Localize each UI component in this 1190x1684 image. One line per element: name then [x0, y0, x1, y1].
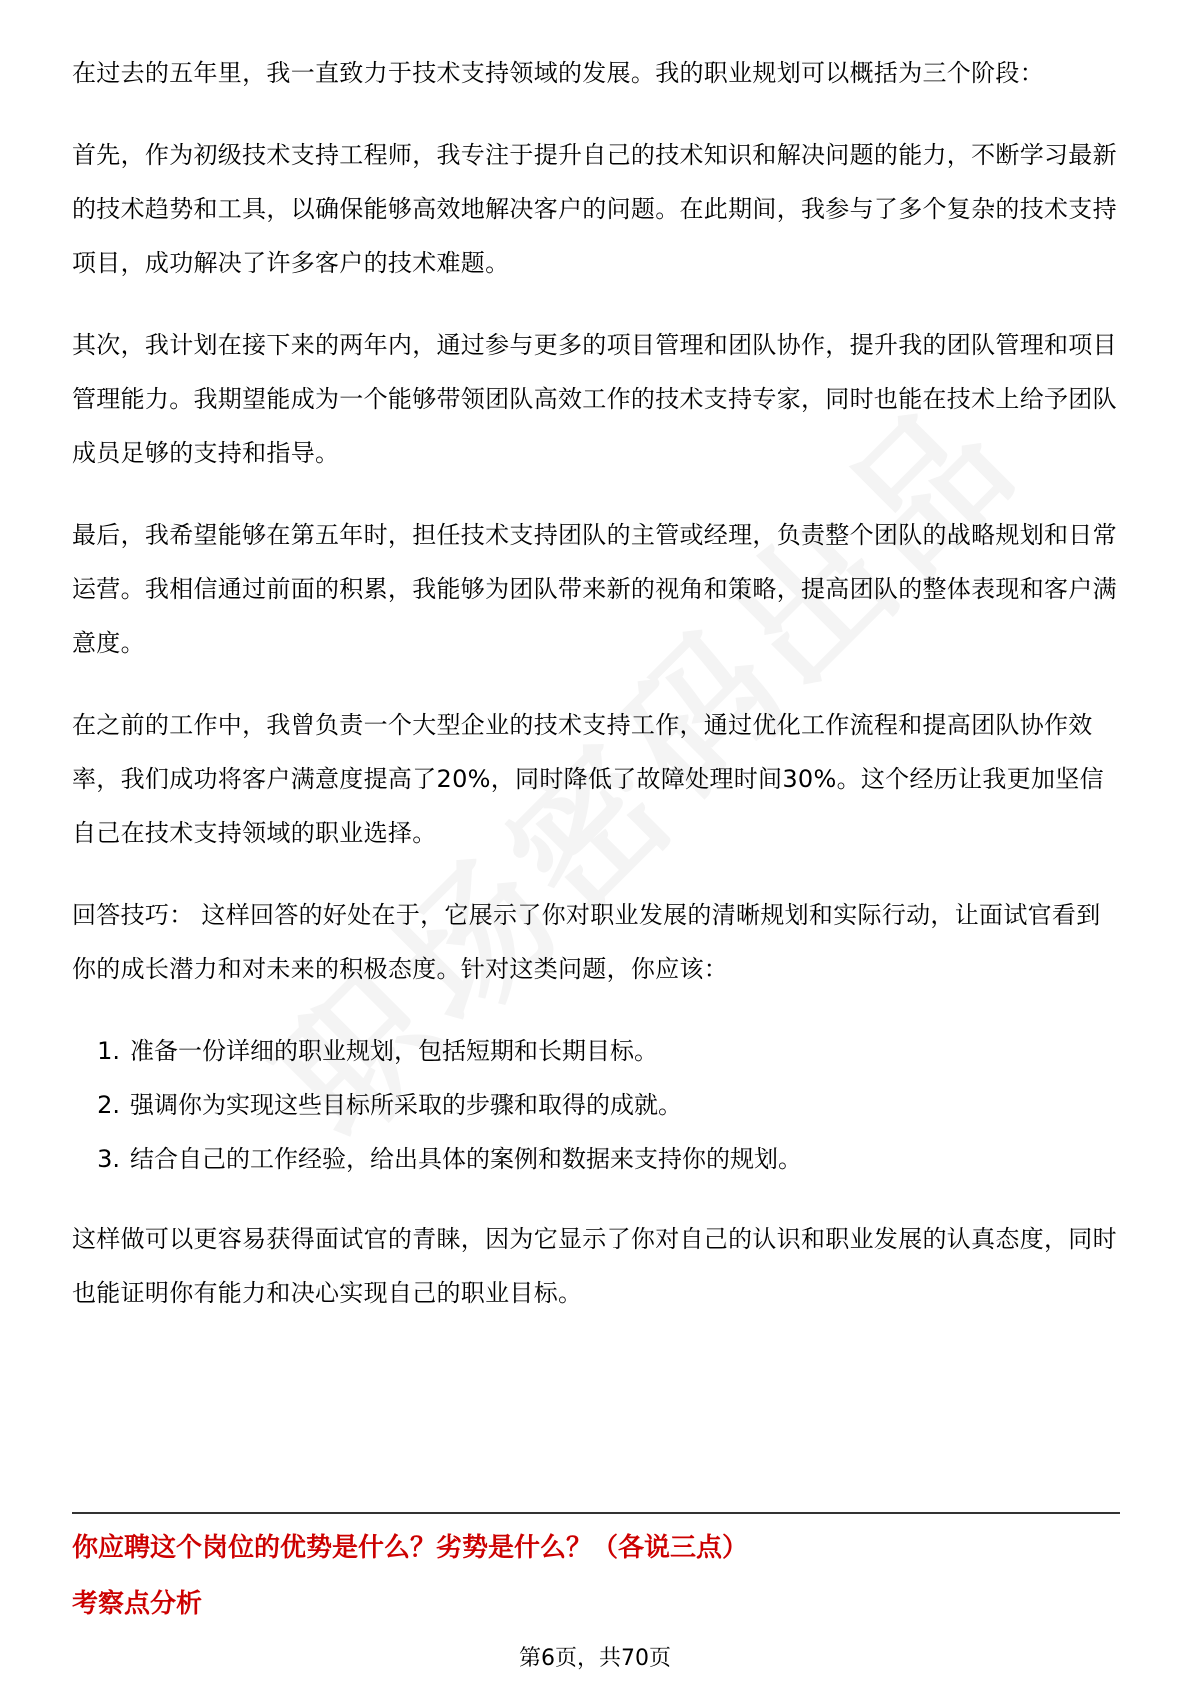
- document-body: [72, 46, 1120, 1348]
- list-item: [72, 1078, 1120, 1132]
- page-footer: 第6页，共70页: [519, 1646, 671, 1671]
- list-number: 2.: [97, 1091, 120, 1119]
- section-subheading: 考察点分析: [72, 1589, 203, 1619]
- list-item: [72, 1024, 1120, 1078]
- section-divider: [72, 1512, 1120, 1514]
- paragraph-experience: 在之前的工作中，我曾负责一个大型企业的技术支持工作，通过优化工作流程和提高团队协作效率，我们成功将客户满意度提高了20%，同时降低了故障处理时间30%。这个经历让我更加坚信自己在技术支持领域的职业选择。: [72, 711, 1104, 847]
- paragraph-intro: 在过去的五年里，我一直致力于技术支持领域的发展。我的职业规划可以概括为三个阶段：: [72, 59, 1044, 87]
- list-text: 强调你为实现这些目标所采取的步骤和取得的成就。: [130, 1091, 682, 1119]
- list-number: 1.: [97, 1037, 120, 1065]
- list-item: [72, 1132, 1120, 1186]
- list-text: 结合自己的工作经验，给出具体的案例和数据来支持你的规划。: [130, 1145, 802, 1173]
- list-text: 准备一份详细的职业规划，包括短期和长期目标。: [130, 1037, 658, 1065]
- list-number: 3.: [97, 1145, 120, 1173]
- section-question-heading: 你应聘这个岗位的优势是什么？劣势是什么？（各说三点）: [72, 1533, 749, 1563]
- paragraph-first-stage: 首先，作为初级技术支持工程师，我专注于提升自己的技术知识和解决问题的能力，不断学习最新的技术趋势和工具，以确保能够高效地解决客户的问题。在此期间，我参与了多个复杂的技术支持项目，成功解决了许多客户的技术难题。: [72, 141, 1117, 277]
- tips-list: [72, 1024, 1120, 1186]
- paragraph-third-stage: 最后，我希望能够在第五年时，担任技术支持团队的主管或经理，负责整个团队的战略规划和日常运营。我相信通过前面的积累，我能够为团队带来新的视角和策略，提高团队的整体表现和客户满意度。: [72, 521, 1117, 657]
- paragraph-closing: 这样做可以更容易获得面试官的青睐，因为它显示了你对自己的认识和职业发展的认真态度，同时也能证明你有能力和决心实现自己的职业目标。: [72, 1225, 1117, 1307]
- paragraph-tips: 回答技巧： 这样回答的好处在于，它展示了你对职业发展的清晰规划和实际行动，让面试官看到你的成长潜力和对未来的积极态度。针对这类问题，你应该：: [72, 901, 1101, 983]
- paragraph-second-stage: 其次，我计划在接下来的两年内，通过参与更多的项目管理和团队协作，提升我的团队管理和项目管理能力。我期望能成为一个能够带领团队高效工作的技术支持专家，同时也能在技术上给予团队成员足够的支持和指导。: [72, 331, 1117, 467]
